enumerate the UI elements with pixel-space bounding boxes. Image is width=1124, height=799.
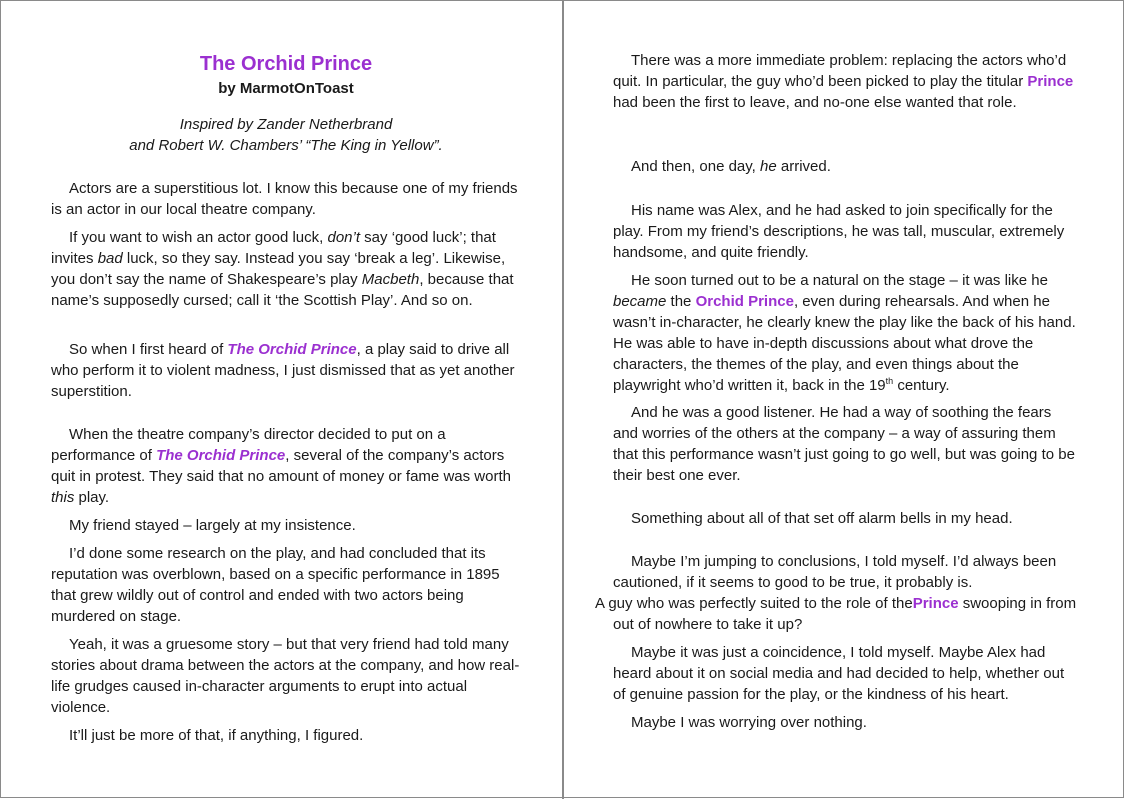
orchid-prince-mention: Orchid Prince	[695, 293, 794, 310]
paragraph: Actors are a superstitious lot. I know this because one of my friends is an actor in our local theatre company.	[51, 180, 518, 218]
play-title-mention: The Orchid Prince	[156, 447, 286, 464]
paragraph: My friend stayed – largely at my insistence.	[69, 517, 356, 534]
paragraph: His name was Alex, and he had asked to join specifically for the play. From my friend’s descriptions, he was tall, muscular, extremely handsome, and quite friendly.	[613, 202, 1065, 261]
paragraph: When the theatre company’s director decided to put on a performance of The Orchid Prince, several of the company’s actors quit in protest. They said that no amount of money or fame was worth this play.	[51, 426, 511, 506]
inspired-line-2: and Robert W. Chambers’ “The King in Yellow”.	[129, 137, 443, 154]
right-page	[595, 1, 1078, 799]
story-byline: by MarmotOnToast	[218, 80, 354, 97]
left-page	[51, 1, 521, 799]
inspired-line-1: Inspired by Zander Netherbrand	[179, 116, 393, 133]
page-divider	[562, 1, 564, 799]
paragraph: He soon turned out to be a natural on the stage – it was like he became the Orchid Prince, even during rehearsals. And when he wasn’t in-character, he clearly knew the play like the back of his hand. He was able to have in-depth discussions about what drove the characters, the themes of the play, and even things about the playwright who’d written it, back in the 19th century.	[613, 272, 1076, 394]
paragraph: Yeah, it was a gruesome story – but that very friend had told many stories about drama between the actors at the company, and how real-life grudges caused in-character arguments to erupt into actual violence.	[51, 636, 520, 716]
paragraph: Maybe it was just a coincidence, I told myself. Maybe Alex had heard about it on social media and had decided to help, whether out of genuine passion for the play, or the kindness of his heart.	[613, 644, 1065, 703]
paragraph: And then, one day, he arrived.	[631, 158, 831, 175]
paragraph: Maybe I’m jumping to conclusions, I told myself. I’d always been cautioned, if it seems to good to be true, it probably is. A guy who was perfectly suited to the role of thePrince swooping in from out of nowhere to take it up?	[595, 553, 1077, 633]
prince-mention: Prince	[1027, 73, 1074, 90]
paragraph: It’ll just be more of that, if anything, I figured.	[69, 727, 364, 744]
paragraph: Maybe I was worrying over nothing.	[631, 714, 867, 731]
play-title-mention: The Orchid Prince	[227, 341, 357, 358]
paragraph: Something about all of that set off alarm bells in my head.	[631, 510, 1013, 527]
paragraph: If you want to wish an actor good luck, don’t say ‘good luck’; that invites bad luck, so they say. Instead you say ‘break a leg’. Likewise, you don’t say the name of Shakespeare’s play Macbeth, because that name’s supposedly cursed; call it ‘the Scottish Play’. And so on.	[51, 229, 514, 309]
paragraph: There was a more immediate problem: replacing the actors who’d quit. In particular, the guy who’d been picked to play the titular Prince had been the first to leave, and no-one else wanted that role.	[613, 52, 1074, 111]
paragraph: So when I first heard of The Orchid Prince, a play said to drive all who perform it to violent madness, I just dismissed that as yet another superstition.	[51, 341, 515, 400]
paragraph: I’d done some research on the play, and had concluded that its reputation was overblown, based on a specific performance in 1895 that grew wildly out of control and ended with two actors being murdered on stage.	[51, 545, 500, 625]
story-title: The Orchid Prince	[199, 53, 373, 75]
paragraph: And he was a good listener. He had a way of soothing the fears and worries of the others at the company – a way of assuring them that this performance wasn’t just going to go well, but was going to be their best one ever.	[613, 404, 1075, 484]
prince-mention: Prince	[912, 595, 959, 612]
